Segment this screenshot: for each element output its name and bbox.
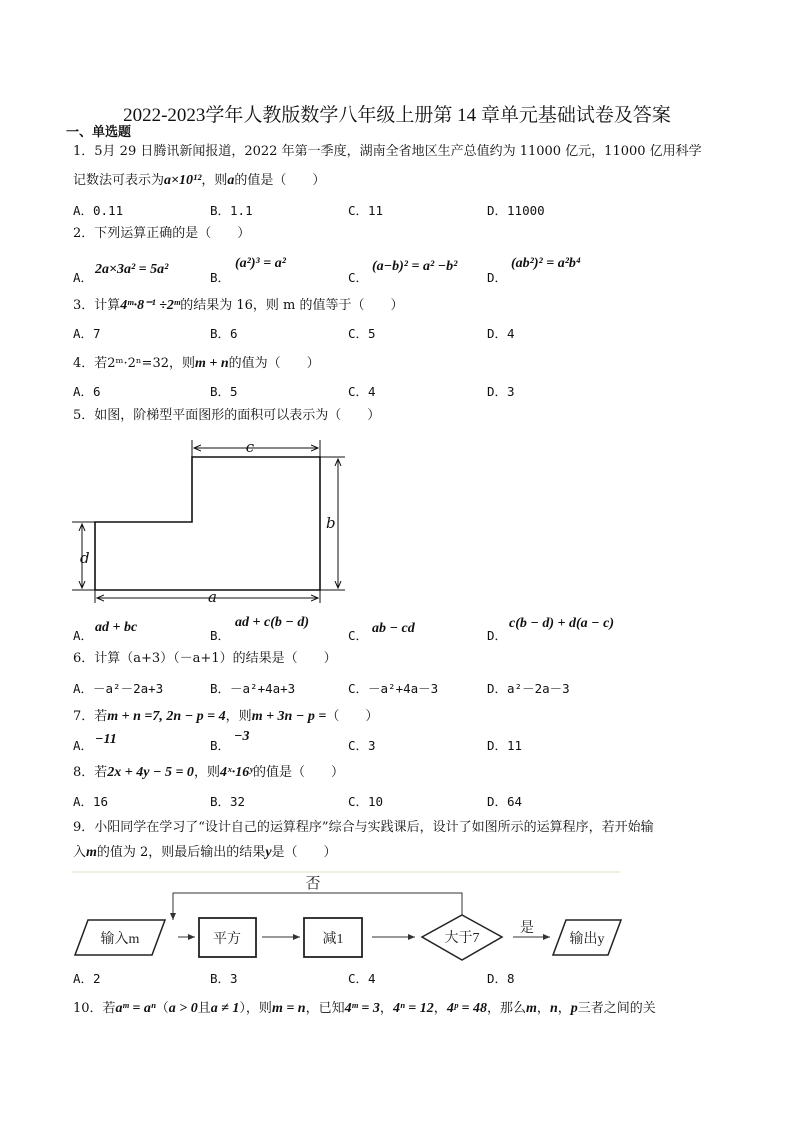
option-b: B．5: [210, 384, 238, 399]
text: 的结果为 16，则 m 的值等于（ ）: [180, 298, 404, 313]
text: ，已知: [305, 1001, 345, 1016]
option-a: A．16: [73, 794, 109, 809]
math-expression: 4ᵐ = 3: [344, 1001, 380, 1016]
loop-arrow: [173, 893, 462, 920]
option-d: D．4: [487, 326, 515, 341]
question-2-stem: 2．下列运算正确的是（ ）: [73, 226, 251, 241]
question-10-stem: [73, 1001, 656, 1017]
text: 记数法可表示为: [73, 173, 165, 188]
math-expression: a > 0: [168, 1001, 198, 1016]
text: 的值是（ ）: [234, 173, 326, 188]
document-title: 2022-2023学年人教版数学八年级上册第 14 章单元基础试卷及答案: [123, 105, 671, 126]
option-c-label: C．: [348, 270, 369, 285]
option-a: A．7: [73, 326, 101, 341]
option-a: 2a×3a² = 5a²: [95, 262, 169, 277]
text: 7．若: [73, 709, 108, 724]
math-expression: m + n =7, 2n − p = 4: [107, 709, 226, 724]
option-c: C．10: [348, 794, 384, 809]
math-expression: a: [227, 173, 235, 188]
text: 三者之间的关: [577, 1001, 656, 1016]
option-a: −11: [95, 732, 117, 747]
text: ，: [557, 1001, 571, 1016]
option-b: −3: [234, 729, 250, 744]
text: ，: [379, 1001, 393, 1016]
text: 的值为（ ）: [228, 356, 320, 371]
text: ，: [433, 1001, 447, 1016]
option-b-label: B．: [210, 738, 231, 753]
option-c: C．4: [348, 384, 376, 399]
option-d: c(b − d) + d(a − c): [509, 616, 615, 631]
label-a: a: [208, 588, 217, 606]
math-expression: a×10¹²: [164, 173, 202, 188]
option-b: B．1.1: [210, 203, 253, 218]
text: ，那么: [487, 1001, 527, 1016]
text: ，则: [169, 356, 196, 371]
condition-label: 大于7: [444, 931, 480, 946]
option-d: D．a²－2a－3: [487, 681, 570, 696]
option-d: D．64: [487, 794, 523, 809]
math-expression: 4ᵖ = 48: [446, 1001, 488, 1016]
option-b: ad + c(b − d): [235, 615, 309, 630]
option-b: B．6: [210, 326, 238, 341]
option-b: B．3: [210, 971, 238, 986]
output-label: 输出y: [569, 932, 605, 947]
option-c: C．4: [348, 971, 376, 986]
option-c: C．11: [348, 203, 384, 218]
math-expression: 4ˣ·16ʸ: [219, 765, 254, 780]
text: 8．若: [73, 765, 108, 780]
option-d: D．8: [487, 971, 515, 986]
option-b: (a²)³ = a²: [235, 256, 286, 271]
text: 且: [197, 1001, 211, 1016]
math-expression: m: [526, 1001, 537, 1016]
math-expression: 2ᵐ·2ⁿ=32: [107, 356, 169, 371]
math-expression: p: [570, 1001, 578, 1016]
text: ），则: [239, 1001, 272, 1016]
text: 10．若: [73, 1001, 116, 1016]
question-5-stem: 5．如图，阶梯型平面图形的面积可以表示为（ ）: [73, 408, 381, 423]
text: ，则: [225, 709, 252, 724]
question-6-stem: 6．计算（a+3）（－a+1）的结果是（ ）: [73, 651, 337, 666]
math-expression: y: [265, 845, 272, 860]
square-label: 平方: [213, 932, 241, 947]
option-d-label: D．: [487, 628, 508, 643]
question-9-stem: 9．小阳同学在学习了“设计自己的运算程序”综合与实践课后，设计了如图所示的运算程序，若开始输: [73, 820, 654, 835]
math-expression: 4ᵐ·8⁻¹ ÷2ᵐ: [120, 298, 181, 313]
math-expression: n: [549, 1001, 558, 1016]
option-c: C．3: [348, 738, 376, 753]
no-label: 否: [305, 876, 321, 892]
text: 3．计算: [73, 298, 121, 313]
option-b-label: B．: [210, 270, 231, 285]
text: 的值为 2，则最后输出的结果: [96, 845, 266, 860]
option-b: B．32: [210, 794, 246, 809]
text: 是（ ）: [271, 845, 337, 860]
math-expression: m: [86, 845, 97, 860]
text: 的值是（ ）: [253, 765, 345, 780]
text: ，则: [193, 765, 220, 780]
math-expression: m + n: [195, 356, 229, 371]
math-expression: 2x + 4y − 5 = 0: [107, 765, 194, 780]
option-c: C．5: [348, 326, 376, 341]
option-a: A．6: [73, 384, 101, 399]
text: 入: [73, 845, 87, 860]
option-a: A．－a²－2a+3: [73, 681, 164, 696]
option-d: D．11000: [487, 203, 545, 218]
option-b: B．－a²+4a+3: [210, 681, 296, 696]
option-a-label: A．: [73, 628, 94, 643]
label-c: c: [245, 438, 255, 456]
option-d: D．11: [487, 738, 523, 753]
option-c: C．－a²+4a－3: [348, 681, 439, 696]
math-expression: m + 3n − p =: [251, 709, 327, 724]
label-d: d: [80, 549, 90, 567]
input-label: 输入m: [100, 932, 140, 947]
option-c: (a−b)² = a² −b²: [372, 259, 458, 274]
text: 4．若: [73, 356, 108, 371]
option-c: ab − cd: [372, 621, 415, 636]
option-a: A．2: [73, 971, 101, 986]
option-d: D．3: [487, 384, 515, 399]
option-a: ad + bc: [95, 620, 138, 635]
yes-label: 是: [520, 921, 534, 936]
section-heading: 一、单选题: [66, 125, 132, 140]
text: （: [155, 1001, 169, 1016]
option-c-label: C．: [348, 628, 369, 643]
text: （ ）: [326, 709, 379, 724]
option-a-label: A．: [73, 738, 94, 753]
text: ，: [536, 1001, 550, 1016]
label-b: b: [326, 514, 336, 532]
option-a: A．0.11: [73, 203, 124, 218]
math-expression: aᵐ = aⁿ: [115, 1001, 156, 1016]
math-expression: a ≠ 1: [210, 1001, 240, 1016]
question-1-stem: 1．5月 29 日腾讯新闻报道，2022 年第一季度，湖南全省地区生产总值约为 11000 亿元，11000 亿用科学: [73, 144, 702, 159]
math-expression: 4ⁿ = 12: [392, 1001, 434, 1016]
option-b-label: B．: [210, 628, 231, 643]
option-d-label: D．: [487, 270, 508, 285]
minus-one-label: 减1: [322, 932, 344, 947]
text: ，则: [201, 173, 228, 188]
option-d: (ab²)² = a²b⁴: [511, 256, 581, 271]
option-a-label: A．: [73, 270, 94, 285]
math-expression: m = n: [271, 1001, 306, 1016]
